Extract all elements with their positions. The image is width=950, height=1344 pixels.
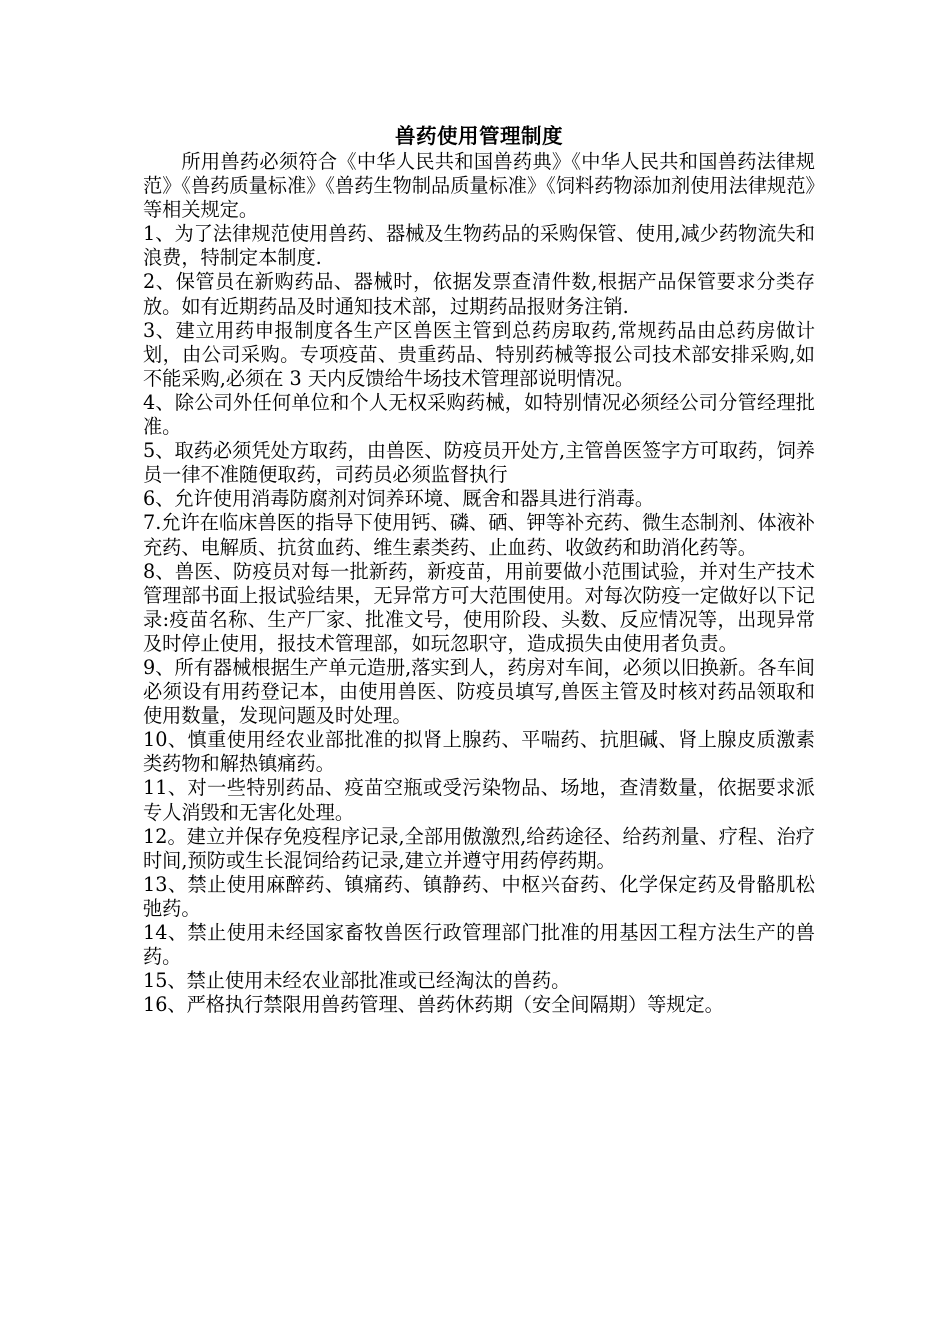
rule-item-8: 8、兽医、防疫员对每一批新药，新疫苗，用前要做小范围试验，并对生产技术管理部书面上报试验结果，无异常方可大范围使用。对每次防疫一定做好以下记录:疫苗名称、生产厂家、批准文号，使用阶段、头数、反应情况等，出现异常及时停止使用，报技术管理部，如玩忽职守，造成损失由使用者负责。 [143, 559, 815, 655]
intro-paragraph: 所用兽药必须符合《中华人民共和国兽药典》《中华人民共和国兽药法律规范》《兽药质量标准》《兽药生物制品质量标准》《饲料药物添加剂使用法律规范》等相关规定。 [143, 150, 815, 222]
rule-item-2: 2、保管员在新购药品、器械时，依据发票查清件数,根据产品保管要求分类存放。如有近期药品及时通知技术部，过期药品报财务注销. [143, 270, 815, 318]
rule-item-7: 7.允许在临床兽医的指导下使用钙、磷、硒、钾等补充药、微生态制剂、体液补充药、电解质、抗贫血药、维生素类药、止血药、收敛药和助消化药等。 [143, 511, 815, 559]
rule-item-5: 5、取药必须凭处方取药，由兽医、防疫员开处方,主管兽医签字方可取药，饲养员一律不准随便取药，司药员必须监督执行 [143, 439, 815, 487]
rule-item-3: 3、建立用药申报制度各生产区兽医主管到总药房取药,常规药品由总药房做计划，由公司采购。专项疫苗、贵重药品、特别药械等报公司技术部安排采购,如不能采购,必须在 3 天内反馈给牛场技术管理部说明情况。 [143, 318, 815, 390]
document-page [143, 122, 815, 1017]
rule-item-6: 6、允许使用消毒防腐剂对饲养环境、厩舍和器具进行消毒。 [143, 487, 655, 511]
document-title: 兽药使用管理制度 [395, 124, 563, 148]
rule-item-13: 13、禁止使用麻醉药、镇痛药、镇静药、中枢兴奋药、化学保定药及骨骼肌松弛药。 [143, 872, 815, 920]
rule-item-12: 12。建立并保存免疫程序记录,全部用傲激烈,给药途径、给药剂量、疗程、治疗时间,预防或生长混饲给药记录,建立并遵守用药停药期。 [143, 824, 815, 872]
rule-item-11: 11、对一些特别药品、疫苗空瓶或受污染物品、场地，查清数量，依据要求派专人消毁和无害化处理。 [143, 776, 815, 824]
rule-item-16: 16、严格执行禁限用兽药管理、兽药休药期（安全间隔期）等规定。 [143, 993, 724, 1017]
rule-item-9: 9、所有器械根据生产单元造册,落实到人，药房对车间，必须以旧换新。各车间必须设有用药登记本，由使用兽医、防疫员填写,兽医主管及时核对药品领取和使用数量，发现问题及时处理。 [143, 655, 815, 728]
rule-item-1: 1、为了法律规范使用兽药、器械及生物药品的采购保管、使用,减少药物流失和浪费，特制定本制度. [143, 222, 815, 270]
rule-item-14: 14、禁止使用未经国家畜牧兽医行政管理部门批准的用基因工程方法生产的兽药。 [143, 921, 815, 969]
rule-item-15: 15、禁止使用未经农业部批准或已经淘汰的兽药。 [143, 969, 571, 993]
rule-item-10: 10、慎重使用经农业部批准的拟肾上腺药、平喘药、抗胆碱、肾上腺皮质激素类药物和解热镇痛药。 [143, 728, 815, 776]
rule-item-4: 4、除公司外任何单位和个人无权采购药械，如特别情况必须经公司分管经理批准。 [143, 390, 815, 439]
